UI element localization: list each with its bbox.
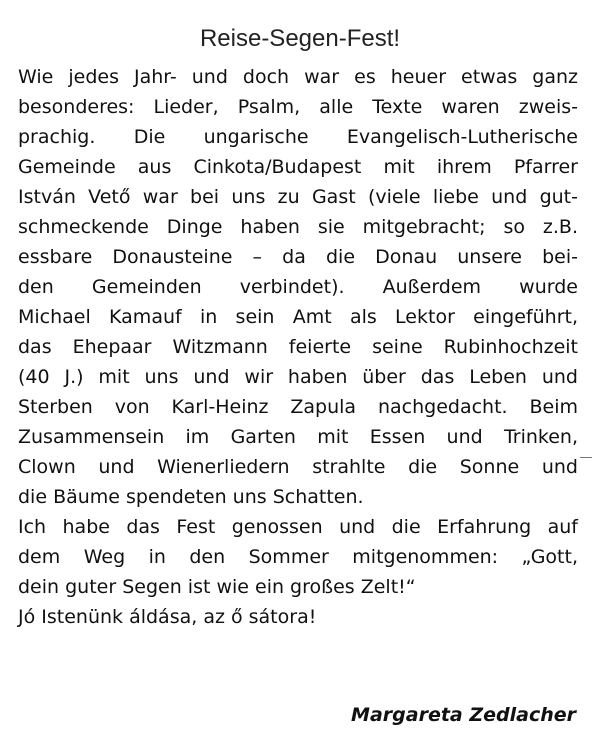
article-line: prachig. Die ungarische Evangelisch-Lutherische [18, 126, 578, 148]
article-line: Jó Istenünk áldása, az ő sátora! [18, 606, 317, 628]
article-line: Zusammensein im Garten mit Essen und Trinken, [18, 426, 578, 448]
article-author: Margareta Zedlacher [351, 704, 576, 726]
article-line: besonderes: Lieder, Psalm, alle Texte waren zweis- [18, 96, 578, 118]
article-line: Ich habe das Fest genossen und die Erfahrung auf [18, 516, 578, 538]
article-line: dem Weg in den Sommer mitgenommen: „Gott, [18, 546, 578, 568]
article-line: Michael Kamauf in sein Amt als Lektor eingeführt, [18, 306, 578, 328]
article-line: István Vető war bei uns zu Gast (viele liebe und gut- [18, 186, 578, 208]
margin-tick-mark [580, 457, 592, 458]
article-line: Clown und Wienerliedern strahlte die Sonne und [18, 456, 578, 478]
article-line: dein guter Segen ist wie ein großes Zelt!“ [18, 576, 416, 598]
article-line: essbare Donausteine – da die Donau unsere bei- [18, 246, 578, 268]
article-line: schmeckende Dinge haben sie mitgebracht; so z.B. [18, 216, 578, 238]
article-line: den Gemeinden verbindet). Außerdem wurde [18, 276, 578, 298]
article-title: Reise-Segen-Fest! [199, 25, 401, 53]
article-line: die Bäume spendeten uns Schatten. [18, 486, 364, 508]
article-line: Gemeinde aus Cinkota/Budapest mit ihrem Pfarrer [18, 156, 578, 178]
article-line: Wie jedes Jahr- und doch war es heuer etwas ganz [18, 66, 578, 88]
article-line: das Ehepaar Witzmann feierte seine Rubinhochzeit [18, 336, 578, 358]
article-line: Sterben von Karl-Heinz Zapula nachgedacht. Beim [18, 396, 578, 418]
article-body [18, 62, 578, 632]
article-line: (40 J.) mit uns und wir haben über das Leben und [18, 366, 578, 388]
